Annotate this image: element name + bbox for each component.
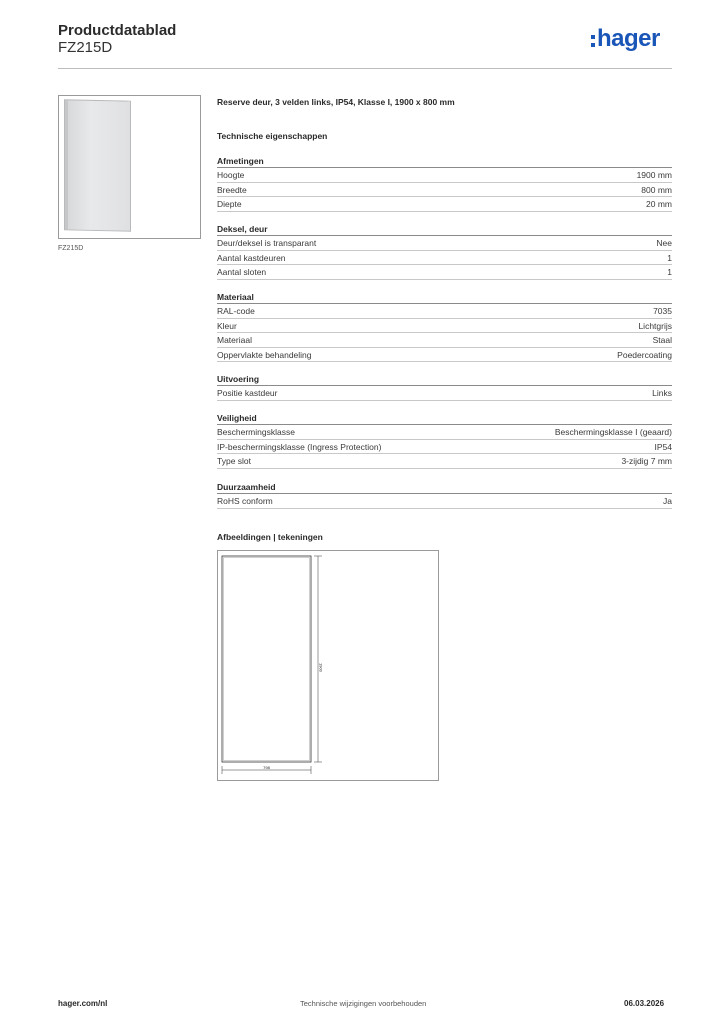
spec-label: Kleur <box>217 320 237 331</box>
door-inner-outline <box>224 558 310 761</box>
spec-row <box>217 425 672 440</box>
spec-label: Hoogte <box>217 170 245 180</box>
spec-row <box>217 440 672 455</box>
spec-value: Staal <box>652 335 672 345</box>
spec-value: IP54 <box>654 441 672 452</box>
section-title: Materiaal <box>217 292 672 304</box>
section-title: Afmetingen <box>217 156 672 168</box>
spec-label: Deur/deksel is transparant <box>217 238 317 248</box>
footer-website: hager.com/nl <box>58 999 108 1008</box>
spec-value: Beschermingsklasse I (geaard) <box>554 427 672 437</box>
page-title: Productdatablad <box>58 22 177 39</box>
technical-drawing <box>217 550 439 781</box>
spec-row <box>217 494 672 509</box>
spec-label: Aantal sloten <box>217 267 267 277</box>
spec-row <box>217 454 672 469</box>
spec-label: Type slot <box>217 456 252 466</box>
product-image-caption: FZ215D <box>58 245 84 252</box>
spec-row <box>217 319 672 334</box>
spec-value: 800 mm <box>641 184 672 195</box>
spec-row <box>217 304 672 319</box>
spec-value: Lichtgrijs <box>638 320 672 331</box>
spec-value: 7035 <box>653 306 672 316</box>
spec-value: Nee <box>656 238 672 248</box>
spec-value: 1 <box>667 252 672 263</box>
door-hinge-edge <box>65 100 68 229</box>
drawings-heading: Afbeeldingen | tekeningen <box>217 532 323 542</box>
spec-row <box>217 386 672 401</box>
spec-label: Beschermingsklasse <box>217 427 295 437</box>
section-execution <box>217 374 672 401</box>
logo-dots-icon <box>591 35 595 47</box>
logo-text: hager <box>597 25 660 52</box>
section-cover-door <box>217 224 672 280</box>
spec-row <box>217 236 672 251</box>
spec-label: Materiaal <box>217 335 252 345</box>
section-material <box>217 292 672 362</box>
spec-row <box>217 197 672 212</box>
section-safety <box>217 413 672 469</box>
section-title: Deksel, deur <box>217 224 672 236</box>
drawing-svg <box>218 551 440 782</box>
door-panel-picture <box>64 99 131 231</box>
height-dimension-label: 1900 <box>318 663 324 672</box>
width-dimension-label: 798 <box>263 765 270 770</box>
hager-logo <box>591 27 660 51</box>
product-code: FZ215D <box>58 39 113 56</box>
product-description: Reserve deur, 3 velden links, IP54, Klasse I, 1900 x 800 mm <box>217 97 455 107</box>
spec-row <box>217 265 672 280</box>
spec-label: RoHS conform <box>217 496 273 506</box>
spec-label: RAL-code <box>217 306 255 316</box>
door-outline <box>222 556 311 762</box>
section-sustainability <box>217 482 672 509</box>
footer-notice: Technische wijzigingen voorbehouden <box>300 999 427 1008</box>
spec-value: Ja <box>663 496 672 506</box>
spec-value: Poedercoating <box>617 349 672 360</box>
spec-value: 3-zijdig 7 mm <box>621 456 672 466</box>
section-title: Duurzaamheid <box>217 482 672 494</box>
section-title: Uitvoering <box>217 374 672 386</box>
spec-row <box>217 183 672 198</box>
spec-label: Diepte <box>217 199 242 209</box>
section-dimensions <box>217 156 672 212</box>
spec-row <box>217 348 672 363</box>
product-image <box>58 95 201 239</box>
spec-row <box>217 333 672 348</box>
spec-value: 20 mm <box>646 199 672 209</box>
spec-value: Links <box>652 388 672 398</box>
spec-row <box>217 251 672 266</box>
spec-value: 1 <box>667 267 672 277</box>
section-title: Veiligheid <box>217 413 672 425</box>
spec-label: Positie kastdeur <box>217 388 278 398</box>
technical-properties-heading: Technische eigenschappen <box>217 131 328 141</box>
header-divider <box>58 68 672 69</box>
spec-label: Aantal kastdeuren <box>217 252 286 263</box>
spec-row <box>217 168 672 183</box>
footer-date: 06.03.2026 <box>624 999 665 1008</box>
spec-label: Oppervlakte behandeling <box>217 349 312 360</box>
spec-label: IP-beschermingsklasse (Ingress Protection) <box>217 441 382 452</box>
spec-label: Breedte <box>217 184 247 195</box>
spec-value: 1900 mm <box>636 170 672 180</box>
